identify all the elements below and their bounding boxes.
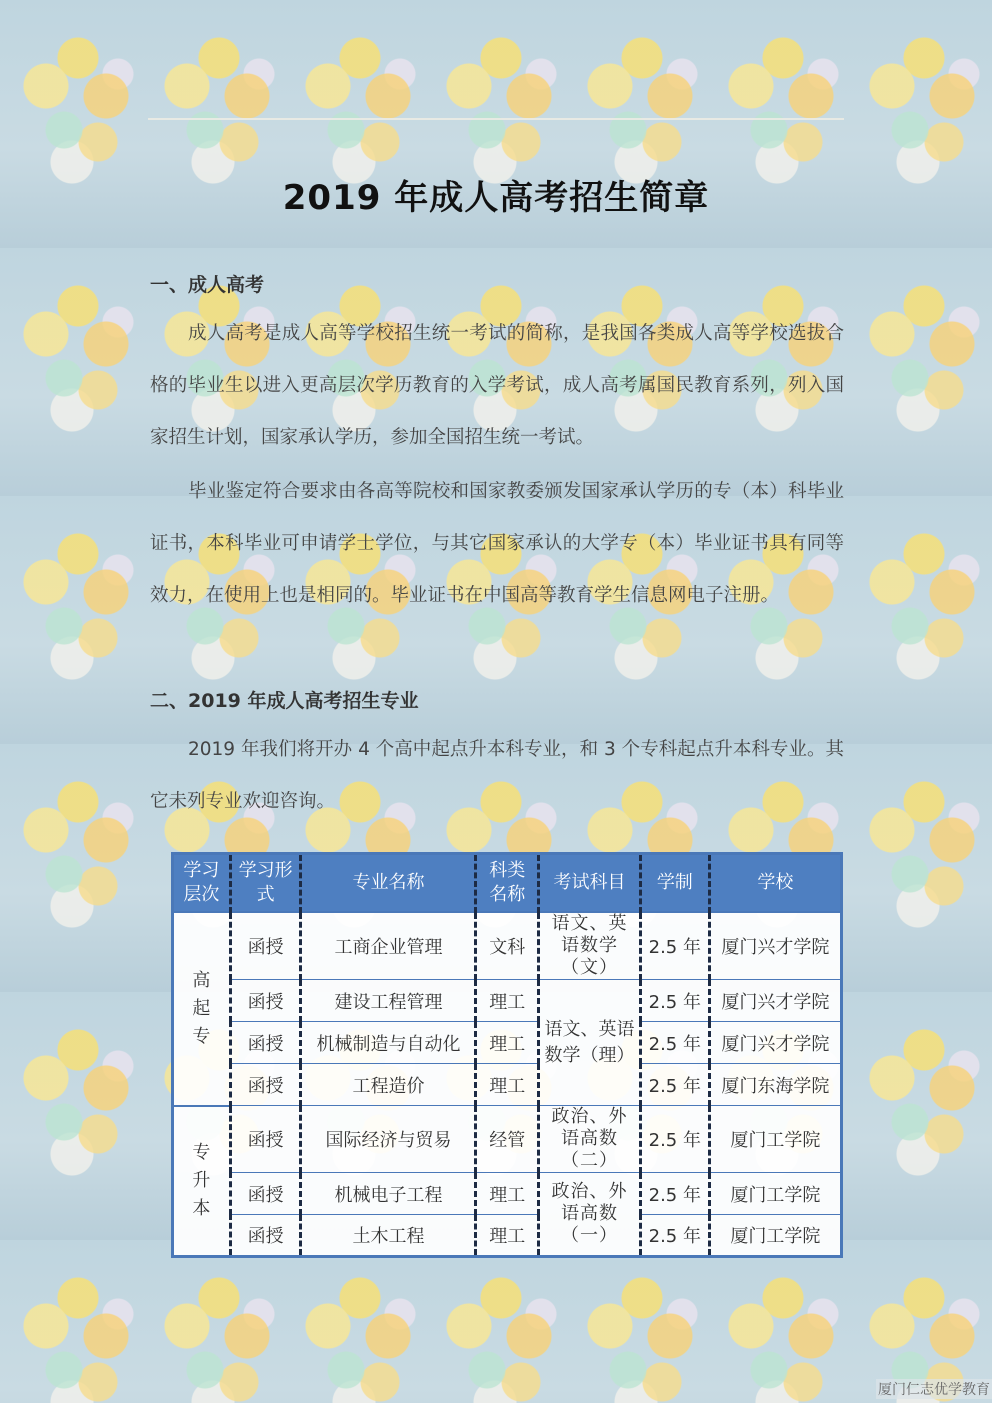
school-cell: 厦门兴才学院: [709, 1022, 841, 1064]
form-cell: 函授: [230, 1064, 301, 1106]
header-form: 学习形式: [230, 854, 301, 913]
section1-paragraph-1: 成人高考是成人高等学校招生统一考试的简称，是我国各类成人高等学校选拔合格的毕业生以进入更高层次学历教育的入学考试，成人高考属国民教育系列，列入国家招生计划，国家承认学历，参加全国招生统一考试。: [150, 323, 844, 448]
section2-paragraph-1: 2019 年我们将开办 4 个高中起点升本科专业，和 3 个专科起点升本科专业。其它未列专业欢迎咨询。: [150, 739, 844, 812]
major-cell: 建设工程管理: [301, 980, 476, 1022]
table-row: [173, 1173, 842, 1215]
major-cell: 工程造价: [301, 1064, 476, 1106]
header-exam: 考试科目: [539, 854, 641, 913]
section1-paragraph-2: 毕业鉴定符合要求由各高等院校和国家教委颁发国家承认学历的专（本）科毕业证书，本科毕业可申请学士学位，与其它国家承认的大学专（本）毕业证书具有同等效力，在使用上也是相同的。毕业证书在中国高等教育学生信息网电子注册。: [150, 481, 844, 606]
form-cell: 函授: [230, 1106, 301, 1173]
school-cell: 厦门兴才学院: [709, 980, 841, 1022]
form-cell: 函授: [230, 980, 301, 1022]
table-header-row: [173, 854, 842, 913]
header-school: 学校: [709, 854, 841, 913]
category-cell: 理工: [476, 1173, 539, 1215]
form-cell: 函授: [230, 1215, 301, 1257]
major-cell: 土木工程: [301, 1215, 476, 1257]
table-row: [173, 1106, 842, 1173]
school-cell: 厦门工学院: [709, 1173, 841, 1215]
category-cell: 理工: [476, 1022, 539, 1064]
form-cell: 函授: [230, 912, 301, 980]
form-cell: 函授: [230, 1022, 301, 1064]
table-row: [173, 1064, 842, 1106]
page-title: 2019 年成人高考招生简章: [282, 178, 710, 218]
level-cell: 专升本: [173, 1106, 231, 1257]
footer-watermark: 厦门仁志优学教育: [876, 1379, 992, 1399]
table-row: [173, 980, 842, 1022]
category-cell: 经管: [476, 1106, 539, 1173]
level-cell: 高起专: [173, 912, 231, 1106]
form-cell: 函授: [230, 1173, 301, 1215]
header-level: 学习层次: [173, 854, 231, 913]
header-category: 科类名称: [476, 854, 539, 913]
school-cell: 厦门工学院: [709, 1215, 841, 1257]
duration-cell: 2.5 年: [640, 1106, 709, 1173]
table-row: [173, 1215, 842, 1257]
major-cell: 工商企业管理: [301, 912, 476, 980]
duration-cell: 2.5 年: [640, 912, 709, 980]
section2-heading: 二、2019 年成人高考招生专业: [150, 690, 419, 712]
duration-cell: 2.5 年: [640, 980, 709, 1022]
table-row: [173, 1022, 842, 1064]
category-cell: 理工: [476, 980, 539, 1022]
exam-cell: 语文、英语数学（理）: [539, 980, 641, 1106]
section1-heading: 一、成人高考: [150, 274, 265, 296]
exam-cell: 语文、英语数学（文）: [539, 912, 641, 980]
majors-table: [171, 852, 843, 1258]
major-cell: 机械制造与自动化: [301, 1022, 476, 1064]
header-duration: 学制: [640, 854, 709, 913]
duration-cell: 2.5 年: [640, 1215, 709, 1257]
school-cell: 厦门兴才学院: [709, 912, 841, 980]
duration-cell: 2.5 年: [640, 1064, 709, 1106]
category-cell: 文科: [476, 912, 539, 980]
exam-cell: 政治、外语高数（二）: [539, 1106, 641, 1173]
duration-cell: 2.5 年: [640, 1022, 709, 1064]
header-major: 专业名称: [301, 854, 476, 913]
category-cell: 理工: [476, 1064, 539, 1106]
category-cell: 理工: [476, 1215, 539, 1257]
school-cell: 厦门工学院: [709, 1106, 841, 1173]
major-cell: 国际经济与贸易: [301, 1106, 476, 1173]
table-row: [173, 912, 842, 980]
top-divider: [148, 118, 844, 120]
duration-cell: 2.5 年: [640, 1173, 709, 1215]
major-cell: 机械电子工程: [301, 1173, 476, 1215]
school-cell: 厦门东海学院: [709, 1064, 841, 1106]
exam-cell: 政治、外语高数（一）: [539, 1173, 641, 1257]
